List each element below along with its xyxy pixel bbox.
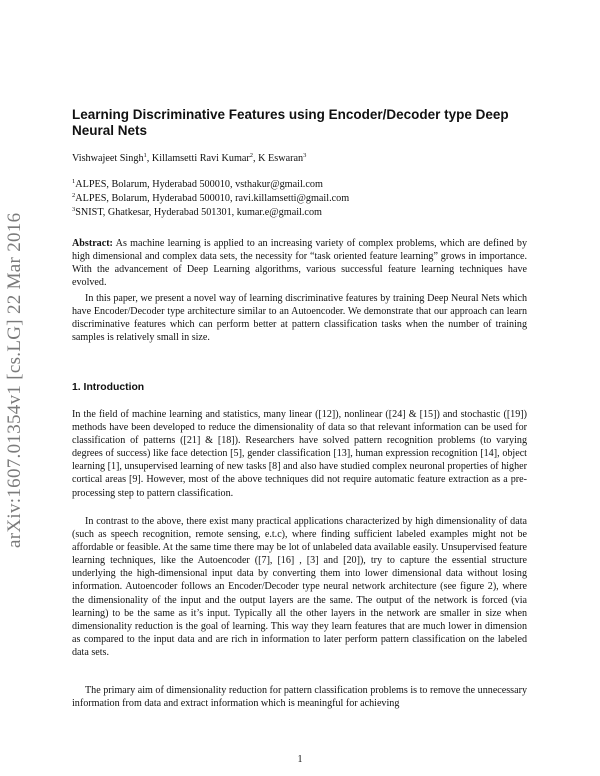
affiliation-text: ALPES, Bolarum, Hyderabad 500010, vsthakur@gmail.com bbox=[75, 179, 323, 190]
affiliation-text: SNIST, Ghatkesar, Hyderabad 501301, kumar.e@gmail.com bbox=[75, 207, 322, 218]
author-name: Vishwajeet Singh bbox=[72, 153, 144, 164]
abstract-paragraph: In this paper, we present a novel way of learning discriminative features by training Deep Neural Nets which have Encoder/Decoder type architecture similar to an Autoencoder. We demonstrate that our approach can learn discriminative features which can perform better at pattern classification tasks when the number of training samples is relatively small in size. bbox=[72, 293, 527, 344]
paper-title: Learning Discriminative Features using Encoder/Decoder type Deep Neural Nets bbox=[72, 107, 509, 138]
affiliation-text: ALPES, Bolarum, Hyderabad 500010, ravi.killamsetti@gmail.com bbox=[75, 193, 350, 204]
author-affiliation-mark: 1 bbox=[143, 152, 147, 159]
abstract-text: As machine learning is applied to an increasing variety of complex problems, which are defined by high dimensional and complex data sets, the necessity for “task oriented feature learning” grows in importance. With the advancement of Deep Learning algorithms, various successful feature learning techniques have evolved. bbox=[72, 238, 528, 289]
author-affiliation-mark: 2 bbox=[249, 152, 254, 159]
author-list: Vishwajeet Singh$^1$, Killamsetti Ravi Kumar$^2$, K Eswaran$^3$ bbox=[72, 152, 307, 164]
body-paragraph: In contrast to the above, there exist many practical applications characterized by high dimensionality of data (such as speech recognition, remote sensing, e.t.c), where finding sufficient labeled examples might not be affordable or feasible. At the same time there may be lot of unlabeled data available easily. Unsupervised feature learning techniques, like the Autoencoder ([7], [16] , [3] and [20]), try to capture the essential structure underlying the high-dimensional input data by converting them into lower dimensional data without losing information. Autoencoder follows an Encoder/Decoder type neural network architecture (see figure 2), where the dimensionality of the input and the output layers are the same. The output of the network is forced (via learning) to be the same as it’s input. Typically all the other layers in the network are smaller in size when dimensionality reduction is the goal of learning. This way they learn features that are much lower in dimension as compared to the input data and are rich in information to later perform pattern classification on the labeled data sets. bbox=[72, 516, 527, 658]
abstract-label: Abstract: bbox=[72, 238, 113, 249]
affiliation-mark: 2 bbox=[72, 192, 76, 199]
affiliation bbox=[72, 179, 323, 190]
affiliation bbox=[72, 207, 322, 218]
affiliation-mark: 1 bbox=[72, 178, 76, 185]
abstract-paragraph bbox=[72, 237, 527, 289]
affiliation-mark: 3 bbox=[72, 206, 76, 213]
author-affiliation-mark: 3 bbox=[303, 152, 307, 159]
body-paragraph: In the field of machine learning and statistics, many linear ([12]), nonlinear ([24] & [15]) and stochastic ([19]) methods have been developed to reduce the dimensionality of data so that relevant information can be used for classification of patterns ([21] & [18]). Researchers have solved pattern recognition problems (to varying degrees of success) like face detection [5], gender classification [13], human expression recognition [14], object learning [1], unsupervised learning of new tasks [8] and also have studied complex neuronal properties of higher cortical areas [9]. However, most of the above techniques did not require automatic feature extraction as a pre-processing step to pattern classification. bbox=[72, 409, 527, 499]
author-name: Killamsetti Ravi Kumar bbox=[151, 153, 250, 164]
page-number: 1 bbox=[297, 754, 303, 765]
author-name: K Eswaran bbox=[258, 153, 304, 164]
section-heading: 1. Introduction bbox=[72, 382, 145, 393]
affiliation bbox=[72, 193, 349, 204]
arxiv-sidebar-stamp: arXiv:1607.01354v1 [cs.LG] 22 Mar 2016 bbox=[4, 212, 25, 548]
body-paragraph: The primary aim of dimensionality reduction for pattern classification problems is to remove the unnecessary information from data and extract information which is meaningful for achieving bbox=[72, 685, 527, 710]
